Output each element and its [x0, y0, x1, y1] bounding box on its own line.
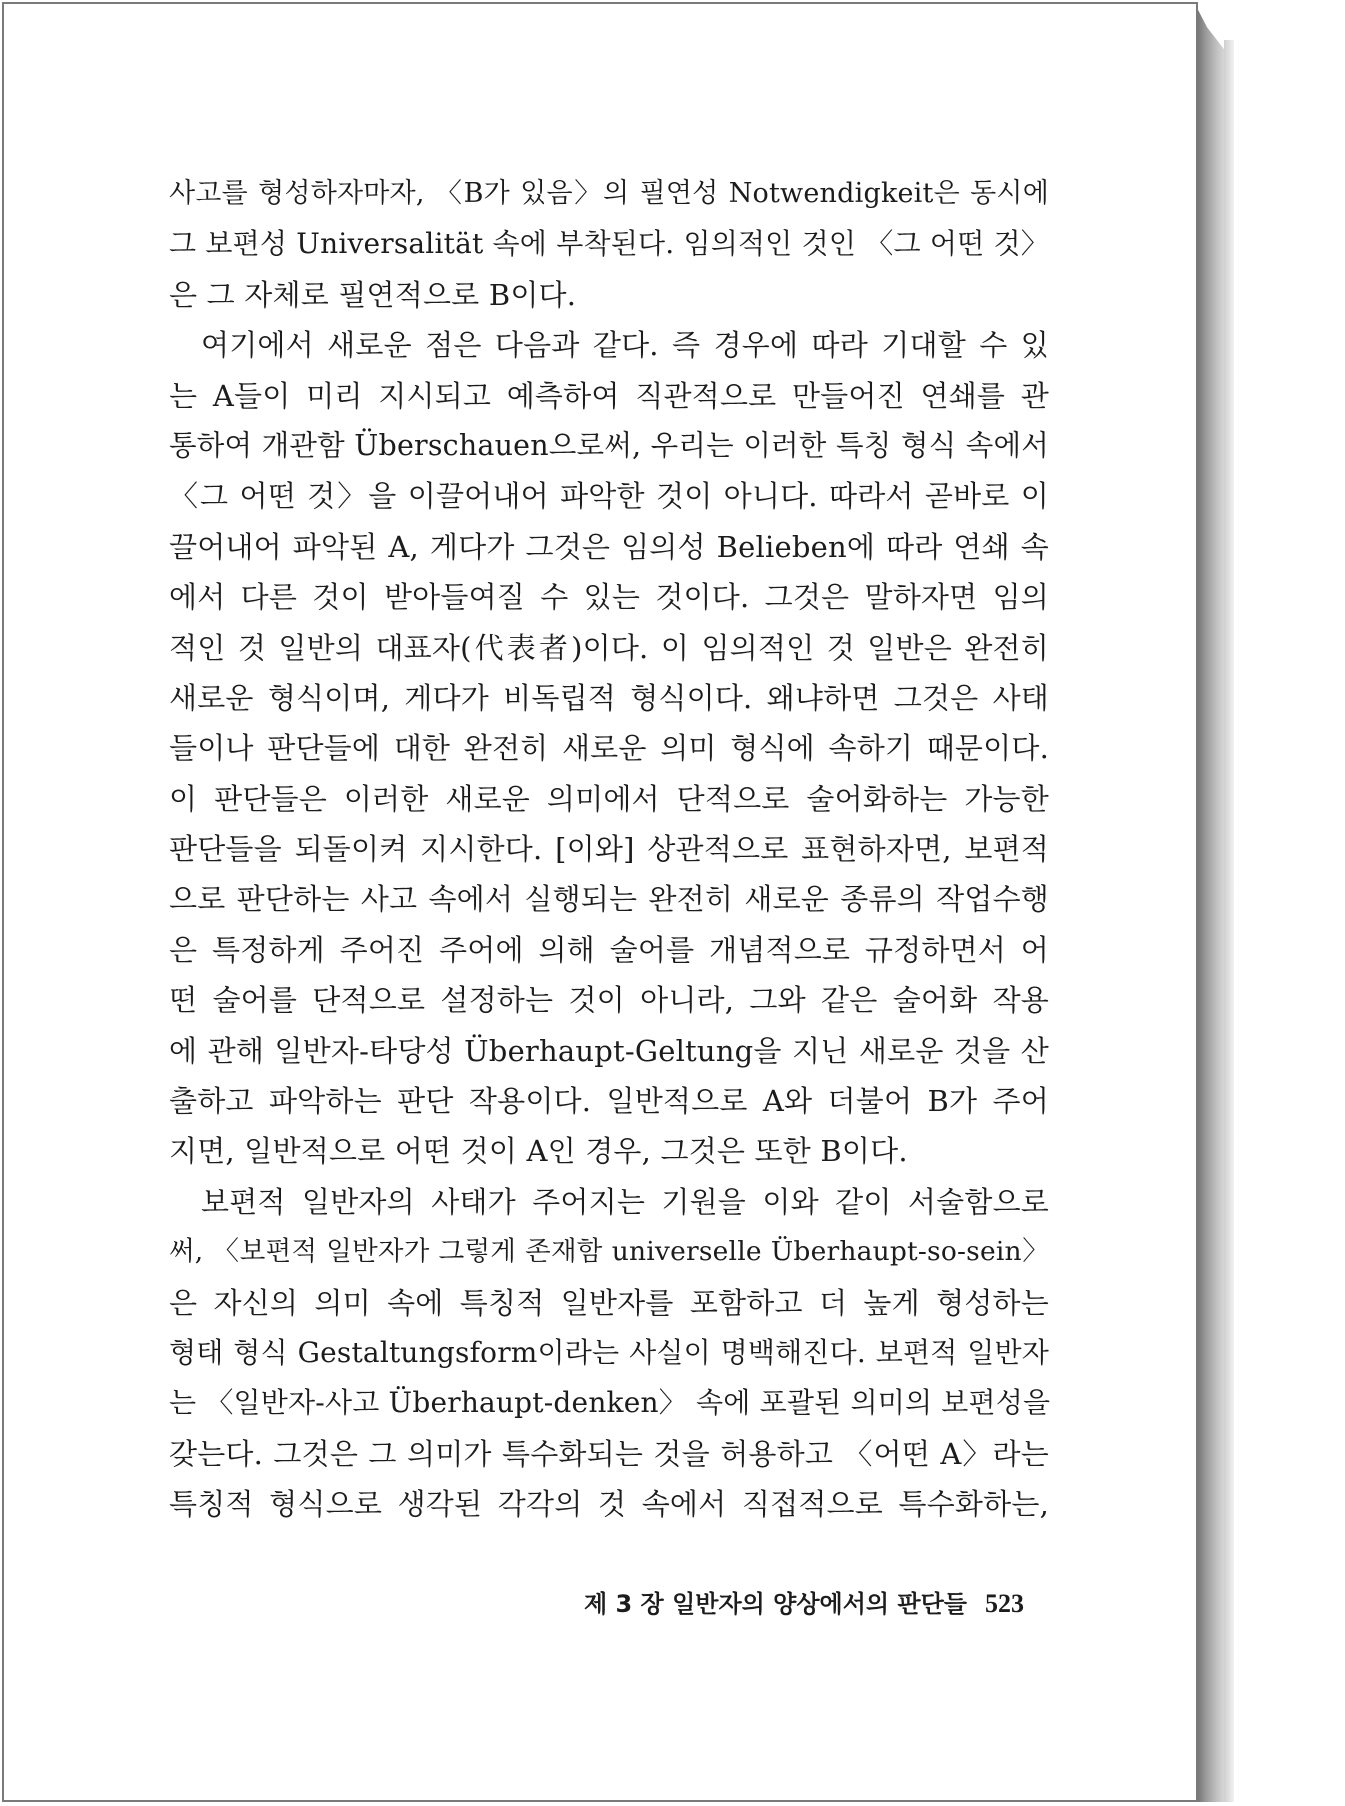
page-footer	[564, 1584, 1024, 1624]
text-line: 보편적 일반자의 사태가 주어지는 기원을 이와 같이 서술함으로	[201, 1184, 1049, 1219]
body-text	[169, 169, 1049, 1530]
text-line: 으로 판단하는 사고 속에서 실행되는 완전히 새로운 종류의 작업수행	[169, 882, 1049, 917]
book-page	[2, 2, 1198, 1802]
page-edge-shadow	[1224, 40, 1234, 1802]
text-line: 들이나 판단들에 대한 완전히 새로운 의미 형식에 속하기 때문이다.	[169, 731, 1049, 766]
text-line: 에 관해 일반자-타당성 Überhaupt-Geltung을 지닌 새로운 것을 산	[169, 1033, 1049, 1068]
text-line: 써, 〈보편적 일반자가 그렇게 존재함 universelle Überhaupt-so-sein〉	[169, 1236, 1049, 1268]
text-line: 그 보편성 Universalität 속에 부착된다. 임의적인 것인 〈그 어떤 것〉	[169, 227, 1049, 261]
text-line: 여기에서 새로운 점은 다음과 같다. 즉 경우에 따라 기대할 수 있	[201, 328, 1049, 363]
page-stack-edge	[1196, 6, 1224, 1802]
text-line: 출하고 파악하는 판단 작용이다. 일반적으로 A와 더불어 B가 주어	[169, 1084, 1049, 1119]
text-line: 〈그 어떤 것〉을 이끌어내어 파악한 것이 아니다. 따라서 곧바로 이	[169, 479, 1049, 514]
text-line: 은 특정하게 주어진 주어에 의해 술어를 개념적으로 규정하면서 어	[169, 932, 1049, 967]
text-line: 갖는다. 그것은 그 의미가 특수화되는 것을 허용하고 〈어떤 A〉라는	[169, 1436, 1049, 1471]
text-line: 은 그 자체로 필연적으로 B이다.	[169, 277, 577, 312]
text-line: 은 자신의 의미 속에 특칭적 일반자를 포함하고 더 높게 형성하는	[169, 1285, 1049, 1320]
text-line: 사고를 형성하자마자, 〈B가 있음〉의 필연성 Notwendigkeit은 동시에	[169, 178, 1049, 209]
text-line: 적인 것 일반의 대표자(代表者)이다. 이 임의적인 것 일반은 완전히	[169, 630, 1049, 665]
text-line: 새로운 형식이며, 게다가 비독립적 형식이다. 왜냐하면 그것은 사태	[169, 680, 1049, 715]
text-line: 통하여 개관함 Überschauen으로써, 우리는 이러한 특칭 형식 속에서	[169, 428, 1049, 462]
chapter-title: 제 3 장 일반자의 양상에서의 판단들	[583, 1590, 967, 1618]
text-line: 떤 술어를 단적으로 설정하는 것이 아니라, 그와 같은 술어화 작용	[169, 983, 1049, 1018]
text-line: 지면, 일반적으로 어떤 것이 A인 경우, 그것은 또한 B이다.	[169, 1134, 908, 1169]
text-line: 는 〈일반자-사고 Überhaupt-denken〉 속에 포괄된 의미의 보편성을	[169, 1386, 1051, 1420]
text-line: 특칭적 형식으로 생각된 각각의 것 속에서 직접적으로 특수화하는,	[169, 1487, 1049, 1522]
text-line: 는 A들이 미리 지시되고 예측하여 직관적으로 만들어진 연쇄를 관	[169, 378, 1049, 413]
text-line: 에서 다른 것이 받아들여질 수 있는 것이다. 그것은 말하자면 임의	[169, 580, 1049, 615]
text-line: 판단들을 되돌이켜 지시한다. [이와] 상관적으로 표현하자면, 보편적	[169, 832, 1049, 867]
text-line: 형태 형식 Gestaltungsform이라는 사실이 명백해진다. 보편적 일반자	[169, 1335, 1049, 1369]
text-line: 이 판단들은 이러한 새로운 의미에서 단적으로 술어화하는 가능한	[169, 781, 1049, 816]
page-number: 523	[985, 1589, 1024, 1618]
text-line: 끌어내어 파악된 A, 게다가 그것은 임의성 Belieben에 따라 연쇄 속	[169, 529, 1049, 564]
